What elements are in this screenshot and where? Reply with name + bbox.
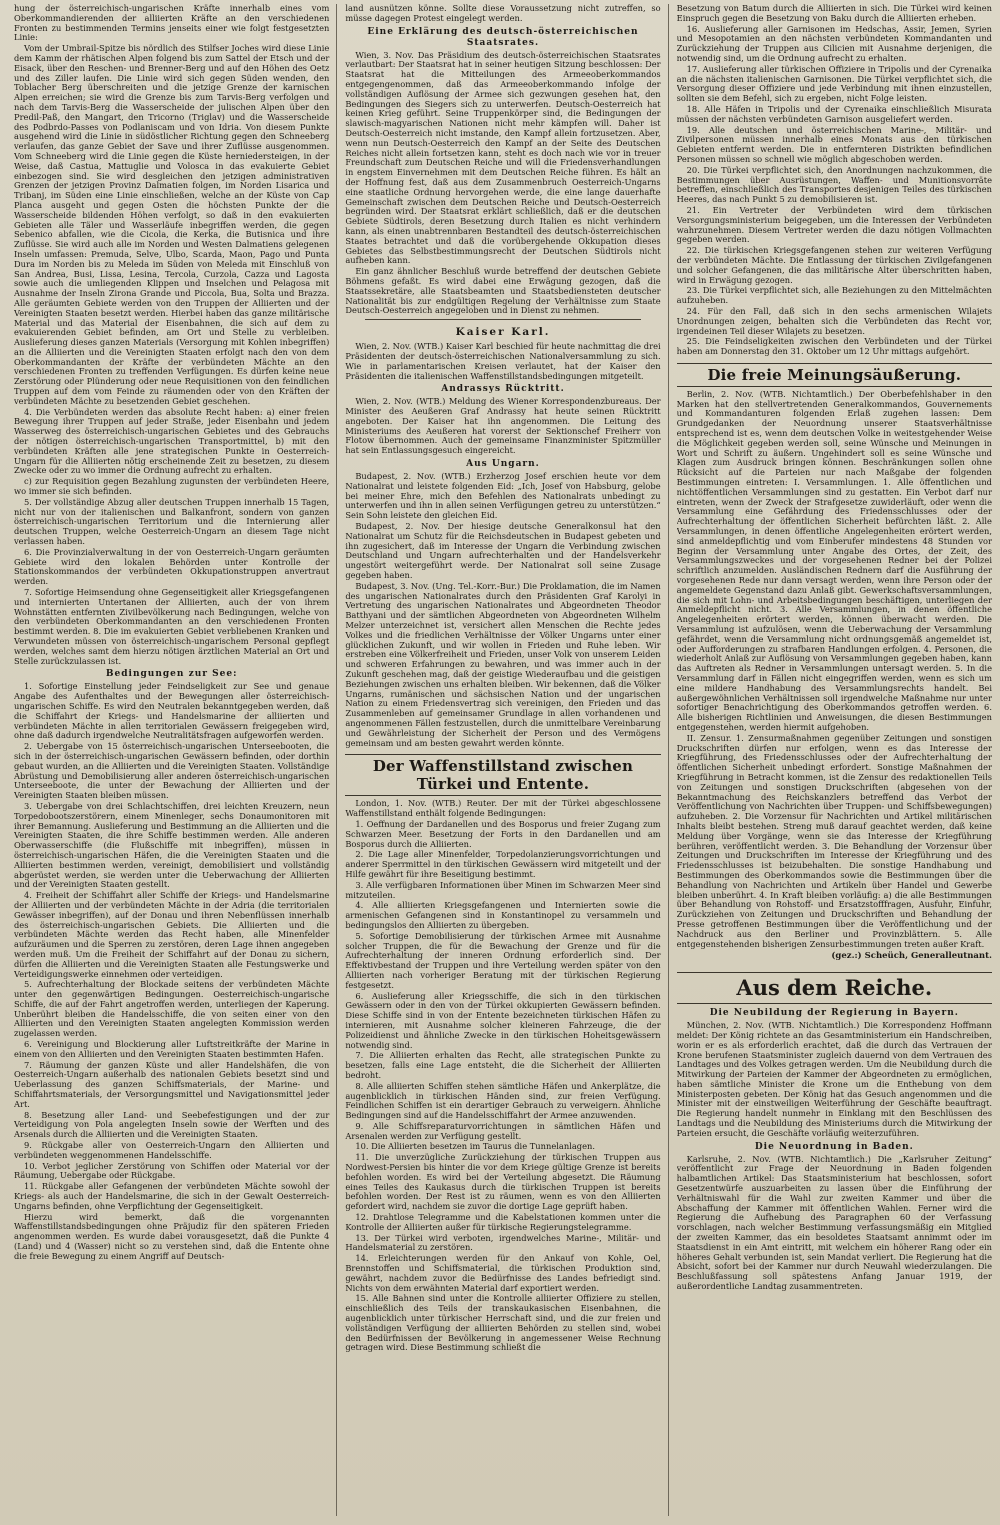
paragraph: Budapest, 3. Nov. (Ung. Tel.-Korr.-Bur.) Die Proklamation, die im Namen des ungarischen Nationalrates durch den Präsidenten Graf Karolyi in Vertretung des ungarischen Nationalrates und Abgeordneten Theodor Batthyani und der sämtlichen Abgeordneten von Abgeordneten Wilhelm Melzer unterzeichnet ist, versichert allen Menschen die Rechte jedes Volkes und die friedlichen Verhältnisse der Völker Ungarns unter einer glücklichen Zukunft, und wir wollen in Frieden und Ruhe leben. Wir erstreben eine Völkerfreiheit und Frieden, unser Volk von unserem Leiden und schweren Erfahrungen zu bewahren, und was immer auch in der Zukunft geschehen mag, daß der geistige Wiederaufbau und die geistigen Beziehungen zwischen uns erhalten bleiben. Wir bekennen, daß die Völker Ungarns, rumänischen und sächsischen Nation und der ungarischen Nation zu einem Friedensvertrag sich vereinigen, den Frieden und das Zusammenleben auf gemeinsamer Grundlage in allen vorhandenen und angenommenen Fällen festzustellen, durch die unmittelbare Vereinbarung und Gewährleistung der Sicherheit der Person und des Vermögens gemeinsam und am besten gewahrt werden könnte. bbox=[345, 580, 661, 748]
paragraph: hung der österreichisch-ungarischen Kräfte innerhalb eines vom Oberkommandierenden der alliierten Kräfte an den verschiedenen Fronten zu bestimmenden Termins jenseits einer wie folgt festgesetzten Linie: bbox=[14, 4, 330, 43]
paragraph: Wien, 2. Nov. (WTB.) Kaiser Karl beschied für heute nachmittag die drei Präsidenten der deutsch-österreichischen Nationalversammlung zu sich. Wie in parlamentarischen Kreisen verlautet, hat der Kaiser den Präsidenten die italienischen Waffenstillstandsbedingungen mitgeteilt. bbox=[345, 341, 661, 381]
section-heading: Andrassys Rücktritt. bbox=[441, 384, 565, 395]
article-headline: Der Waffenstillstand zwischen Türkei und Entente. bbox=[345, 754, 660, 796]
paragraph: München, 2. Nov. (WTB. Nichtamtlich.) Die Korrespondenz Hoffmann meldet: Der König richtete an das Gesamtministerium ein Handschreiben, worin er es als erforderlich erachtet, daß die durch das Vertrauen der Krone berufenen Staatsminister zugleich dauernd von dem Vertrauen des Landtages und des Volkes getragen werden. Um die Neubildung durch die Mitwirkung der Parteien der Kammer der Abgeordneten zu ermöglichen, haben sämtliche Minister die Krone um die Enthebung von dem Ministerposten gebeten. Der König hat das Gesuch angenommen und die Minister mit der einstweiligen Weiterführung der Geschäfte beauftragt. Die Regierung handelt nunmehr in Einklang mit den Beschlüssen des Landtags und die Neubildung des Ministeriums durch die Mitwirkung der Parteien ersucht, die Geschäfte vorläufig weiterzuführen. bbox=[676, 1020, 992, 1138]
paragraph: 7. Räumung der ganzen Küste und aller Handelshäfen, die von Oesterreich-Ungarn außerhalb des nationalen Gebiets besetzt sind und Ueberlassung des ganzen Schiffsmaterials, der Marine- und Schiffahrtsmaterials, der Versorgungsmittel und Navigationsmittel jeder Art. bbox=[14, 1059, 330, 1109]
paragraph: Ein ganz ähnlicher Beschluß wurde betreffend der deutschen Gebiete Böhmens gefaßt. Es wird dabei eine Erwägung gezogen, daß die Staatssekretäre, alle Staatsbeamten und Staatsbediensteten deutscher Nationalität bis zur endgültigen Regelung der Verhältnisse zum Staate Deutsch-Oesterreich angegeloben und in Dienst zu nehmen. bbox=[345, 266, 661, 316]
section-headline: Aus dem Reiche. bbox=[677, 972, 992, 1004]
paragraph: 11. Die unverzügliche Zurückziehung der türkischen Truppen aus Nordwest-Persien bis hinter die vor dem Kriege gültige Grenze ist bereits befohlen worden. Es wird bei der Verteilung abgesetzt. Die Räumung eines Teiles des Kaukasus durch die türkischen Truppen ist bereits befohlen worden. Der Rest ist zu räumen, wenn es von den Alliierten gefordert wird, nachdem sie zuvor die dortige Lage geprüft haben. bbox=[345, 1152, 661, 1212]
paragraph: 9. Rückgabe aller von Oesterreich-Ungarn den Alliierten und verbündeten weggenommenen Handelsschiffe. bbox=[14, 1140, 330, 1160]
paragraph: 5. Der vollständige Abzug aller deutschen Truppen innerhalb 15 Tagen, nicht nur von der italienischen und Balkanfront, sondern von ganzen österreichisch-ungarischen Territorium und die Internierung aller deutschen Truppen, welche Oesterreich-Ungarn an diesem Tage nicht verlassen haben. bbox=[14, 496, 330, 547]
paragraph: 4. Freiheit der Schiffahrt aller Schiffe der Kriegs- und Handelsmarine der Alliierten und der verbündeten Mächte in der Adria (die territorialen Gewässer inbegriffen), auf der Donau und ihren Nebenflüssen innerhalb des österreichisch-ungarischen Gebiets. Die Alliierten und die verbündeten Mächte werden das Recht haben, alle Minenfelder aufzuräumen und die Sperren zu zerstören, deren Lage ihnen angegeben werden muß. Um die Freiheit der Schiffahrt auf der Donau zu sichern, dürfen die Alliierten und die Vereinigten Staaten alle Festungswerke und Verteidigungswerke einnehmen oder verteidigen. bbox=[14, 890, 330, 979]
paragraph: 4. Alle alliierten Kriegsgefangenen und Internierten sowie die armenischen Gefangenen sind in Konstantinopel zu versammeln und bedingungslos den Alliierten zu übergeben. bbox=[345, 900, 661, 930]
paragraph: 22. Die türkischen Kriegsgefangenen stehen zur weiteren Verfügung der verbündeten Mächte. Die Entlassung der türkischen Zivilgefangenen und solcher Gefangenen, die das militärische Alter überschritten haben, wird in Erwägung gezogen. bbox=[676, 245, 992, 285]
paragraph: Wien, 3. Nov. Das Präsidium des deutsch-österreichischen Staatsrates verlautbart: Der Staatsrat hat in seiner heutigen Sitzung beschlossen: Der Staatsrat hat die Mitteilungen des Armeeoberkommandos entgegengenommen, daß das Armeeoberkommando infolge der vollständigen Auflösung der Armee sich gezwungen gesehen hat, den Bedingungen des Siegers sich zu unterwerfen. Deutsch-Oesterreich hat keinen Krieg geführt. Seine Truppenkörper sind, die Bedingungen der slawisch-magyarischen Nationen nicht mehr kämpfen will. Daher ist Deutsch-Oesterreich nicht imstande, den Kampf allein fortzusetzen. Aber, wenn nun Deutsch-Oesterreich den Kampf an der Seite des Deutschen Reiches nicht allein fortsetzen kann, steht es doch nach wie vor in treuer Freundschaft zum Deutschen Reiche und will die Friedensverhandlungen in engstem Einvernehmen mit dem Deutschen Reiche führen. Es hält an der Hoffnung fest, daß aus dem Zusammenbruch Oesterreich-Ungarns eine staatliche Ordnung hervorgehen werde, die eine lange dauerhafte Gemeinschaft zwischen dem Deutschen Reiche und Deutsch-Oesterreich begründen wird. Der Staatsrat erklärt schließlich, daß er die deutschen Gebiete Südtirols, deren Besetzung durch Italien es nicht verhindern kann, als einen unabtrennbaren Bestandteil des deutsch-österreichischen Staates betrachtet und daß die vorübergehende Okkupation dieses Gebietes das Selbstbestimmungsrecht der Deutschen Südtirols nicht aufheben kann. bbox=[345, 49, 661, 266]
paragraph: 18. Alle Häfen in Tripolis und der Cyrenaika einschließlich Misurata müssen der nächsten verbündeten Garnison ausgeliefert werden. bbox=[676, 103, 992, 124]
paragraph: c) zur Requisition gegen Bezahlung zugunsten der verbündeten Heere, wo immer sie sich befinden. bbox=[14, 476, 330, 497]
paragraph: 7. Die Alliierten erhalten das Recht, alle strategischen Punkte zu besetzen, falls eine Lage entsteht, die die Sicherheit der Alliierten bedroht. bbox=[345, 1050, 661, 1080]
signature: (gez.:) Scheüch, Generalleutnant. bbox=[831, 951, 992, 962]
paragraph: Budapest, 2. Nov. Der hiesige deutsche Generalkonsul hat den Nationalrat um Schutz für die Reichsdeutschen in Budapest gebeten und ihn zugesichert, daß im Interesse der Ungarn die Verbindung zwischen Deutschland und Ungarn aufrechterhalten und der Handelsverkehr ungestört weitergeführt werde. Der Nationalrat soll seine Zusage gegeben haben. bbox=[345, 521, 661, 581]
paragraph: 2. Uebergabe von 15 österreichisch-ungarischen Unterseebooten, die sich in der österreichisch-ungarischen Gewässern befinden, oder dorthin gebaut wurden, an die Alliierten und die Vereinigten Staaten. Vollständige Abrüstung und Demobilisierung aller anderen österreichisch-ungarischen Unterseeboote, die unter der Bewachung der Alliierten und der Vereinigten Staaten bleiben müssen. bbox=[14, 741, 330, 801]
paragraph: 8. Alle alliierten Schiffen stehen sämtliche Häfen und Ankerplätze, die augenblicklich in türkischen Händen sind, zur freien Verfügung. Feindlichen Schiffen ist ein derartiger Gebrauch zu verweigern. Ähnliche Bedingungen sind auf die Handelsschiffahrt der Armee anzuwenden. bbox=[345, 1080, 661, 1121]
article-headline: Die freie Meinungsäußerung. bbox=[677, 363, 992, 387]
paragraph: 3. Uebergabe von drei Schlachtschiffen, drei leichten Kreuzern, neun Torpedobootszerstörern, einem Minenleger, sechs Donaumonitoren mit ihrer Bemannung. Auslieferung und Bestimmung an die Alliierten und die Vereinigten Staaten, die ihre Schiffe bestimmen werden. Alle anderen Oberwasserschiffe (die Flußschiffe mit inbegriffen), müssen in österreichisch-ungarischen Häfen, die die Vereinigten Staaten und die Alliierten bestimmen werden, vereinigt, demobilisiert und vollständig abgerüstet werden, sie werden unter die Ueberwachung der Alliierten und der Vereinigten Staaten gestellt. bbox=[14, 800, 330, 890]
column-2 bbox=[345, 4, 668, 1516]
paragraph: 21. Ein Vertreter der Verbündeten wird dem türkischen Versorgungsministerium beigegeben, um die Interessen der Verbündeten wahrzunehmen. Diesem Vertreter werden die dazu nötigen Vollmachten gegeben werden. bbox=[676, 204, 992, 245]
paragraph: 25. Die Feindseligkeiten zwischen den Verbündeten und der Türkei haben am Donnerstag den 31. Oktober um 12 Uhr mittags aufgehört. bbox=[676, 336, 992, 357]
paragraph: Budapest, 2. Nov. (WTB.) Erzherzog Josef erschien heute vor dem Nationalrat und leistete folgenden Eid: „Ich, Josef von Habsburg, gelobe bei meiner Ehre, mich den Befehlen des Nationalrats unbedingt zu unterwerfen und ihn in allen seinen Verfügungen getreu zu unterstützen.“ Sein Sohn leistete den gleichen Eid. bbox=[345, 471, 661, 521]
paragraph: 5. Sofortige Demobilisierung der türkischen Armee mit Ausnahme solcher Truppen, die für die Bewachung der Grenze und für die Aufrechterhaltung der inneren Ordnung erforderlich sind. Der Effektivbestand der Truppen und ihre Verteilung werden später von den Alliierten nach vorheriger Beratung mit der türkischen Regierung festgesetzt. bbox=[345, 930, 661, 990]
column-container bbox=[14, 4, 992, 1516]
paragraph: 23. Die Türkei verpflichtet sich, alle Beziehungen zu den Mittelmächten aufzuheben. bbox=[676, 285, 992, 306]
paragraph: 20. Die Türkei verpflichtet sich, den Anordnungen nachzukommen, die Bestimmungen über Ausrüstungen, Waffen- und Munitionsvorräte betreffen, einschließlich des Transportes desjenigen Teiles des türkischen Heeres, das nach Punkt 5 zu demobilisieren ist. bbox=[676, 164, 992, 205]
paragraph: Besetzung von Batum durch die Alliierten in sich. Die Türkei wird keinen Einspruch gegen die Besetzung von Baku durch die Alliierten erheben. bbox=[676, 4, 992, 23]
paragraph: 12. Drahtlose Telegramme und die Kabelstationen kommen unter die Kontrolle der Alliierten außer für türkische Regierungstelegramme. bbox=[345, 1212, 661, 1232]
section-heading: Eine Erklärung des deutsch-österreichischen Staatsrates. bbox=[367, 26, 639, 48]
paragraph: 7. Sofortige Heimsendung ohne Gegenseitigkeit aller Kriegsgefangenen und internierten Untertanen der Alliierten, auch der von ihrem Wohnstätten entfernten Zivilbevölkerung nach Bedingungen, welche von den verbündeten Oberkommandanten an den verschiedenen Fronten bestimmt werden. 8. Die im evakuierten Gebiet verbliebenen Kranken und Verwundeten müssen von österreichisch-ungarischem Personal gepflegt werden, welches samt dem hierzu nötigen ärztlichen Material an Ort und Stelle zurückzulassen ist. bbox=[14, 587, 330, 666]
paragraph: 6. Vereinigung und Blockierung aller Luftstreitkräfte der Marine in einem von den Alliierten und den Vereinigten Staaten bestimmten Hafen. bbox=[14, 1039, 330, 1059]
paragraph: London, 1. Nov. (WTB.) Reuter. Der mit der Türkei abgeschlossene Waffenstillstand enthält folgende Bedingungen: bbox=[345, 798, 661, 819]
section-heading: Die Neubildung der Regierung in Bayern. bbox=[709, 1008, 959, 1019]
paragraph: 19. Alle deutschen und österreichischen Marine-, Militär- und Zivilpersonen müssen innerhalb eines Monats aus den türkischen Gebieten entfernt werden. Die in entfernteren Distrikten befindlichen Personen müssen so schnell wie möglich abgeschoben werden. bbox=[676, 124, 992, 164]
paragraph: 3. Alle verfügbaren Informationen über Minen im Schwarzen Meer sind mitzuteilen. bbox=[345, 879, 661, 900]
paragraph: 1. Sofortige Einstellung jeder Feindseligkeit zur See und genaue Angabe des Aufenthaltes und der Bewegungen aller österreichisch-ungarischen Schiffe. Es wird den Neutralen bekanntgegeben werden, daß die Schiffahrt der Kriegs- und Handelsmarine der alliierten und verbündeten Mächte in allen territorialen Gewässern freigegeben wird, ohne daß dadurch irgendwelche Neutralitätsfragen aufgeworfen werden. bbox=[14, 681, 330, 741]
paragraph: 11. Rückgabe aller Gefangenen der verbündeten Mächte sowohl der Kriegs- als auch der Handelsmarine, die sich in der Gewalt Oesterreich-Ungarns befinden, ohne Verpflichtung der Gegenseitigkeit. bbox=[14, 1181, 330, 1211]
paragraph: 2. Die Lage aller Minenfelder, Torpedolanzierungsvorrichtungen und anderer Sperrmittel in den türkischen Gewässern wird mitgeteilt und der Hilfe gewährt für ihre Beseitigung bestimmt. bbox=[345, 849, 661, 879]
divider bbox=[365, 319, 640, 320]
paragraph: 6. Die Provinzialverwaltung in der von Oesterreich-Ungarn geräumten Gebiete wird den lokalen Behörden unter Kontrolle der Stationskommandos der verbündeten Okkupationstruppen anvertraut werden. bbox=[14, 546, 330, 587]
paragraph: Karlsruhe, 2. Nov. (WTB. Nichtamtlich.) Die „Karlsruher Zeitung“ veröffentlicht zur Frage der Neuordnung in Baden folgenden halbamtlichen Artikel: Das Staatsministerium hat beschlossen, sofort Gesetzentwürfe auszuarbeiten zu lassen über die Einführung der Verhältniswahl für die Wahl zur zweiten Kammer und über die Abschaffung der Kammer mit öffentlichen Wahlen. Ferner wird die Regierung die Aufhebung des Paragraphen 60 der Verfassung vorschlagen, nach welcher Bestimmung verfassungsmäßig ein Mitglied der zweiten Kammer, das ein besoldetes Staatsamt annimmt oder im Staatsdienst in ein Amt eintritt, mit welchem ein höherer Rang oder ein höheres Gehalt verbunden ist, sein Mandat verliert. Die Regierung hat die Absicht, sofort bei der Kammer nur durch Neuwahl wiederzulangen. Die Beschlußfassung soll spätestens Anfang Januar 1919, der außerordentliche Landtag zusammentreten. bbox=[676, 1153, 992, 1292]
paragraph: 4. Die Verbündeten werden das absolute Recht haben: a) einer freien Bewegung ihrer Truppen auf jeder Straße, jeder Eisenbahn und jedem Wasserweg des österreichisch-ungarischen Gebietes und des Gebrauchs der nötigen österreichisch-ungarischen Transportmittel, b) mit den verbündeten Kräften alle jene strategischen Punkte in Oesterreich-Ungarn für die Alliierten nötig erscheinende Zeit zu besetzen, zu diesem Zwecke oder zu wo immer die Ordnung aufrecht zu erhalten. bbox=[14, 406, 330, 476]
section-heading: Bedingungen zur See: bbox=[105, 669, 238, 680]
paragraph: 17. Auslieferung aller türkischen Offiziere in Tripolis und der Cyrenaika an die nächsten italienischen Garnisonen. Die Türkei verpflichtet sich, die Versorgung dieser Offiziere und jede Verbindung mit ihnen einzustellen, sollten sie dem Befehl, sich zu ergeben, nicht Folge leisten. bbox=[676, 63, 992, 104]
paragraph: Vom der Umbrail-Spitze bis nördlich des Stilfser Joches wird diese Linie dem Kamm der rhätischen Alpen folgend bis zum Sattel der Etsch und der Eisack, über den Reschen- und Brenner-Berg und auf den Höhen des Oetz und des Ziller laufen. Die Linie wird sich gegen Süden wenden, den Toblacher Berg überschreiten und die jetzige Grenze der karnischen Alpen erreichen; sie wird die Grenze bis zum Tarvis-Berg verfolgen und nach dem Tarvis-Berg die Wasserscheide der julischen Alpen über den Predil-Paß, den Mangart, den Tricorno (Triglav) und die Wasserscheide des Podbrdo-Passes von Podlaniscam und von Idria. Von diesem Punkte ausgehend wird die Linie in südöstlicher Richtung gegen den Schneeberg verlaufen, das ganze Gebiet der Save und ihrer Zuflüsse ausgenommen. Vom Schneeberg wird die Linie gegen die Küste herniedersteigen, in der Weise, daß Castua, Mattuglie und Volosca in das evakuierte Gebiet einbezogen sind. Sie wird desgleichen den jetzigen administrativen Grenzen der jetzigen Provinz Dalmatien folgen, im Norden Lisarica und Tribanj, im Süden eine Linie einschließen, welche an der Küste von Cap Planca ausgeht und gegen Osten die höchsten Punkte der die Wasserscheide bildenden Höhen verfolgt, so daß in den evakuierten Gebieten alle Täler und Wasserläufe inbegriffen werden, die gegen Sebenico abfallen, wie die Cicola, die Kerka, die Butisnica und ihre Zuflüsse. Sie wird auch alle im Norden und Westen Dalmatiens gelegenen Inseln umfassen: Premuda, Selve, Ulbo, Scarda, Maon, Pago und Punta Dura im Norden bis zu Meleda im Süden von Meleda mit Einschluß von San Andrea, Busi, Lissa, Lesina, Tercola, Curzola, Cazza und Lagosta sowie auch die umliegenden Klippen und Inselchen und Pelagosa mit Ausnahme der Inseln Zirona Grande und Piccola, Bua, Solta und Brazza. Alle geräumten Gebiete werden von den Truppen der Alliierten und der Vereinigten Staaten besetzt werden. Hierbei haben das ganze militärische Material und das Material der Eisenbahnen, die sich auf dem zu evakuierenden Gebiet befinden, am Ort und Stelle zu verbleiben. Auslieferung dieses ganzen Materials (Versorgung mit Kohlen inbegriffen) an die Alliierten und die Vereinigten Staaten erfolgt nach den von dem Oberkommandanten der Kräfte der verbündeten Mächte an den verschiedenen Fronten zu treffenden Verfügungen. Es dürfen keine neue Zerstörung oder Plünderung oder neue Requisitionen von den feindlichen Truppen auf dem vom Feinde zu räumenden oder von den Kräften der verbündeten Mächte zu besetzenden Gebiet geschehen. bbox=[14, 43, 330, 406]
paragraph: Hierzu wird bemerkt, daß die vorgenannten Waffenstillstandsbedingungen ohne Präjudiz für den späteren Frieden angenommen werden. Es wurde dabei vorausgesetzt, daß die Punkte 4 (Land) und 4 (Wasser) nicht so zu verstehen sind, daß die Entente ohne die freie Bewegung zu einem Angriff auf Deutsch- bbox=[14, 1211, 330, 1261]
paragraph: 10. Verbot jeglicher Zerstörung von Schiffen oder Material vor der Räumung, Uebergabe oder Rückgabe. bbox=[14, 1160, 330, 1181]
paragraph: 9. Alle Schiffsreparaturvorrichtungen in sämtlichen Häfen und Arsenalen werden zur Verfügung gestellt. bbox=[345, 1120, 661, 1141]
section-heading: Die Neuordnung in Baden. bbox=[754, 1141, 914, 1152]
column-3 bbox=[677, 4, 992, 1516]
paragraph: 14. Erleichterungen werden für den Ankauf von Kohle, Oel, Brennstoffen und Schiffsmaterial, die türkischen Produktion sind, gewährt, nachdem zuvor die Bedürfnisse des Landes befriedigt sind. Nichts von dem erwähnten Material darf exportiert werden. bbox=[345, 1253, 661, 1293]
paragraph: 24. Für den Fall, daß sich in den sechs armenischen Wilajets Unordnungen zeigen, behalten sich die Verbündeten das Recht vor, irgendeinen Teil dieser Wilajets zu besetzen. bbox=[676, 305, 992, 336]
paragraph: 15. Alle Bahnen sind unter die Kontrolle alliierter Offiziere zu stellen, einschließlich des Teils der transkaukasischen Eisenbahnen, die augenblicklich unter türkischer Herrschaft sind, und die zur freien und vollständigen Verfügung der alliierten Behörden zu stellen sind, wobei den Bedürfnissen der Bevölkerung in angemessener Weise Rechnung getragen wird. Diese Bestimmung schließt die bbox=[345, 1293, 661, 1353]
paragraph: II. Zensur. 1. Zensurmaßnahmen gegenüber Zeitungen und sonstigen Druckschriften dürfen nur erfolgen, wenn es das Interesse der Kriegführung, des Friedensschlusses oder der Aufrechterhaltung der öffentlichen Sicherheit unbedingt erfordert. Sonstige Maßnahmen der Kriegführung in Betracht kommen, ist die Zensur des redaktionellen Teils von Zeitungen und sonstigen Druckschriften (abgesehen von der Bekanntmachung des Reichskanzlers betreffend das Verbot der Veröffentlichung von Nachrichten über Truppen- und Schiffsbewegungen) aufzuheben. 2. Die Vorzensur für Nachrichten und Artikel militärischen Inhalts bleibt bestehen. Streng muß darauf geachtet werden, daß keine Meldung über Vorgänge, wenn sie das Interesse der Kriegführung berühren, veröffentlicht werden. 3. Die Behandlung der Vorzensur über Zeitungen und Druckschriften im Interesse der Kriegführung und des Friedensschlusses ist beizubehalten. Die sonstige Handhabung und Bestimmungen des Oberkommandos sowie die Bestimmungen über die Behandlung von Nachrichten und Artikeln über Handel und Gewerbe bleiben unberührt. 4. In Kraft bleiben vorläufig: a) die alle Bestimmungen über Behandlung von Rohstoff- und Ersatzstofffragen, Ausfuhr, Einfuhr, Zurückziehen von Zeitungen und Druckschriften und Behandlung der Presse getroffenen Bestimmungen über die Veröffentlichung und der Nachdruck aus den Berliner und Provinzblättern. 5. Alle entgegenstehenden bisherigen Zensurbestimmungen treten außer Kraft. bbox=[676, 732, 992, 949]
paragraph: 13. Der Türkei wird verboten, irgendwelches Marine-, Militär- und Handelsmaterial zu zerstören. bbox=[345, 1232, 661, 1253]
paragraph: 5. Aufrechterhaltung der Blockade seitens der verbündeten Mächte unter den gegenwärtigen Bedingungen. Oesterreichisch-ungarische Schiffe, die auf der Fahrt angetroffen werden, unterliegen der Kaperung. Unberührt bleiben die Handelsschiffe, die von seiten einer von den Alliierten und den Vereinigten Staaten angelegten Kommission werden zugelassen werden. bbox=[14, 979, 330, 1039]
paragraph: 1. Oeffnung der Dardanellen und des Bosporus und freier Zugang zum Schwarzen Meer. Besetzung der Forts in den Dardanellen und am Bosporus durch die Alliierten. bbox=[345, 818, 661, 849]
paragraph: land ausnützen könne. Sollte diese Voraussetzung nicht zutreffen, so müsse dagegen Protest eingelegt werden. bbox=[345, 4, 661, 23]
paragraph: 16. Auslieferung aller Garnisonen im Hedschas, Assir, Jemen, Syrien und Mesopotamien an den nächsten verbündeten Kommandanten und Zurückziehung der Truppen aus Cilicien mit Ausnahme derjenigen, die notwendig sind, um die Ordnung aufrecht zu erhalten. bbox=[676, 23, 992, 63]
paragraph: 8. Besetzung aller Land- und Seebefestigungen und der zur Verteidigung von Pola angelegten Inseln sowie der Werften und des Arsenals durch die Alliierten und die Vereinigten Staaten. bbox=[14, 1109, 330, 1140]
paragraph: 6. Auslieferung aller Kriegsschiffe, die sich in den türkischen Gewässern oder in den von der Türkei okkupierten Gewässern befinden. Diese Schiffe sind in von der Entente bezeichneten türkischen Häfen zu internieren, mit Ausnahme solcher kleineren Fahrzeuge, die der Polizeidienst und ähnliche Zwecke in den türkischen Hoheitsgewässern notwendig sind. bbox=[345, 990, 661, 1050]
section-heading: Kaiser Karl. bbox=[455, 326, 551, 339]
section-heading: Aus Ungarn. bbox=[466, 459, 540, 470]
paragraph: Berlin, 2. Nov. (WTB. Nichtamtlich.) Der Oberbefehlshaber in den Marken hat den stellvertretenden Generalkommandos, Gouvernements und Kommandanturen folgenden Erlaß zugehen lassen: Dem Grundgedanken der Neuordnung unserer Staatsverhältnisse entsprechend ist es, wenn dem deutschen Volke in weitestgehender Weise die Möglichkeit gegeben werden soll, seine Wünsche und Meinungen in Wort und Schrift zu äußern. Ungehindert soll es seine Wünsche und Klagen zum Ausdruck bringen können. Beschränkungen sollen ohne Rücksicht auf die Parteien nur nach Maßgabe der folgenden Bestimmungen eintreten: I. Versammlungen. 1. Alle öffentlichen und nichtöffentlichen Versammlungen sind zu gestatten. Ein Verbot darf nur eintreten, wenn der Zweck der Strafgesetze zuwiderläuft, oder wenn die Versammlung eine Gefährdung des Friedensschlusses oder der Aufrechterhaltung der öffentlichen Sicherheit befürchten läßt. 2. Alle Versammlungen, in denen öffentliche Angelegenheiten erörtert werden, sind anmeldepflichtig und vom Einberufer mindestens 48 Stunden vor Beginn der Versammlung unter Angabe des Ortes, der Zeit, des Versammlungszweckes und der vorgesehenen Redner bei der Polizei schriftlich anzumelden. Ausländischen Rednern darf die Ausführung der vorgesehenen Rede nur dann versagt werden, wenn ihre Person oder der angemeldete Gegenstand dazu Anlaß gibt. Gewerkschaftsversammlungen, die sich mit Lohn- und Arbeitsbedingungen beschäftigen, unterliegen der Anmeldepflicht nicht. 3. Alle Versammlungen, in denen öffentliche Angelegenheiten erörtert werden, können überwacht werden. Die Versammlung ist aufzulösen, wenn die Ueberwachung der Versammlung gefährdet, wenn die Versammlung nicht ordnungsgemäß angemeldet ist, oder Aufforderungen zu strafbaren Handlungen erfolgen. 4. Personen, die wiederholt Anlaß zur Auflösung von Versammlungen gegeben haben, kann das Auftreten als Redner in Versammlungen untersagt werden. 5. In die Versammlung darf in Fällen nicht eingegriffen werden, wenn es sich um eine mildere Handhabung des Versammlungsrechts handelt. Bei außergewöhnlichen Verhältnissen soll irgendwelche Maßnahme nur unter sofortiger Benachrichtigung des Oberkommandos getroffen werden. 6. Alle bisherigen Richtlinien und Anweisungen, die diesen Bestimmungen entgegenstehen, werden hiermit aufgehoben. bbox=[676, 388, 992, 732]
paragraph: 10. Die Alliierten besetzen im Taurus die Tunnelanlagen. bbox=[355, 1141, 595, 1152]
paragraph: Wien, 2. Nov. (WTB.) Meldung des Wiener Korrespondenzbureaus. Der Minister des Aeußeren Graf Andrassy hat heute seinen Rücktritt angeboten. Der Kaiser hat ihn angenommen. Die Leitung des Ministeriums des Aeußeren hat vorerst der Sektionschef Freiherr von Flotow übernommen. Auch der gemeinsame Finanzminister Spitzmüller hat sein Entlassungsgesuch eingereicht. bbox=[345, 396, 661, 456]
column-1 bbox=[14, 4, 337, 1516]
